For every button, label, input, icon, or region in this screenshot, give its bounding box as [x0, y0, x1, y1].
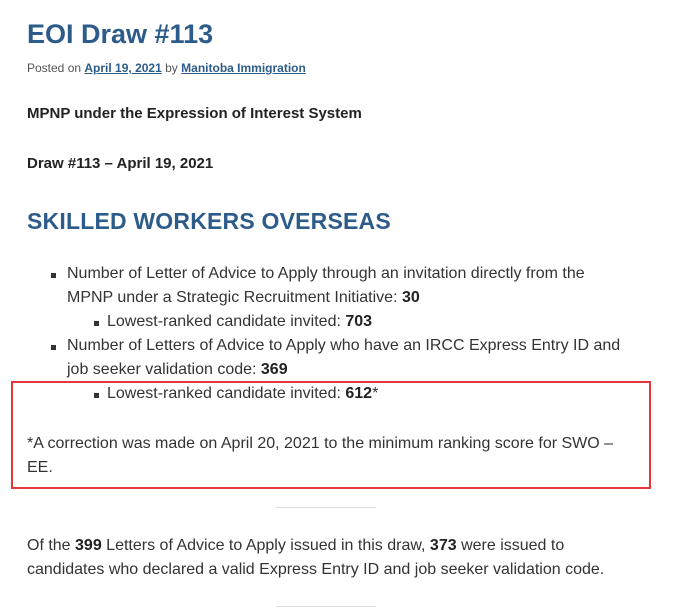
list-item-continuation: [67, 286, 420, 310]
bullet-icon: [51, 345, 56, 350]
item2-text-line1: Number of Letters of Advice to Apply who have an IRCC Express Entry ID and: [67, 337, 621, 354]
intro-heading: MPNP under the Expression of Interest System: [27, 105, 362, 122]
correction-note: [27, 432, 637, 480]
summary-total-value: 399: [75, 537, 102, 554]
divider: [276, 507, 376, 508]
section-heading: SKILLED WORKERS OVERSEAS: [27, 208, 391, 234]
item2-text-line2: job seeker validation code:: [67, 361, 261, 378]
summary-ee-value: 373: [429, 537, 457, 554]
summary-text: were issued to: [456, 537, 565, 554]
summary-line1: [27, 534, 667, 558]
sub-bullet-icon: [94, 321, 99, 326]
sub2-asterisk: *: [372, 385, 379, 402]
divider: [276, 606, 376, 607]
correction-note-line1: *A correction was made on April 20, 2021 to the minimum ranking score for SWO –: [27, 435, 614, 452]
draw-heading: Draw #113 – April 19, 2021: [27, 155, 214, 172]
sub2-value: 612: [345, 385, 373, 402]
posted-on-label: Posted on: [27, 61, 82, 75]
item1-text-line1: Number of Letter of Advice to Apply through an invitation directly from the: [67, 265, 585, 282]
bullet-icon: [51, 273, 56, 278]
summary-text: Of the: [27, 537, 76, 554]
post-title: EOI Draw #113: [27, 19, 214, 49]
list-item-continuation: [67, 358, 288, 382]
correction-note-line2: EE.: [27, 459, 53, 476]
sub-list-item: [107, 310, 372, 334]
author-link[interactable]: Manitoba Immigration: [181, 61, 306, 75]
sub1-value: 703: [345, 313, 373, 330]
summary-paragraph: [27, 534, 667, 582]
list-item: [67, 262, 585, 286]
post-meta: [27, 60, 306, 76]
list-item: [67, 334, 620, 358]
item1-text-line2: MPNP under a Strategic Recruitment Initiative:: [67, 289, 402, 306]
post-date-link[interactable]: April 19, 2021: [84, 61, 162, 75]
item1-value: 30: [401, 289, 420, 306]
by-label: by: [165, 61, 178, 75]
sub1-text: Lowest-ranked candidate invited:: [107, 313, 346, 330]
item2-value: 369: [260, 361, 288, 378]
sub2-text: Lowest-ranked candidate invited:: [107, 385, 346, 402]
summary-text: Letters of Advice to Apply issued in this draw,: [101, 537, 430, 554]
summary-line2: candidates who declared a valid Express Entry ID and job seeker validation code.: [27, 561, 605, 578]
